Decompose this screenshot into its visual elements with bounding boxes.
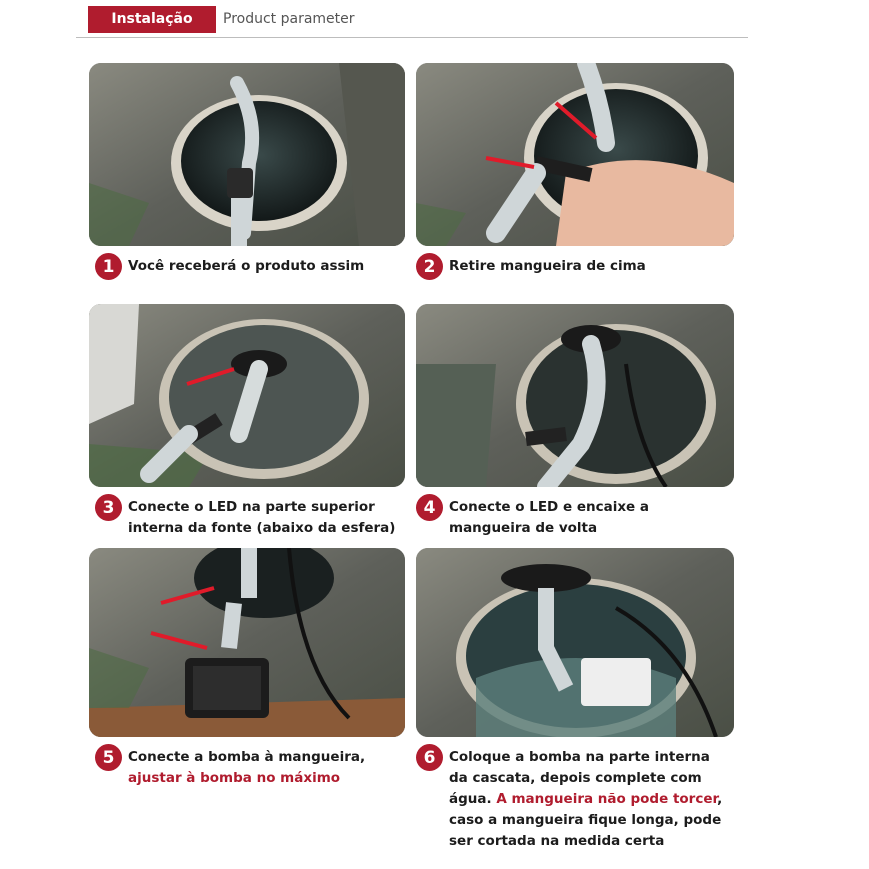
tab-product-parameter[interactable]: Product parameter [223,11,355,27]
step-3 [95,497,405,539]
step-6-text-1: Coloque a bomba na parte interna da cascata, depois complete com água. [449,749,710,807]
step-4-caption-line-2: mangueira de volta [449,520,598,536]
step-5-photo [89,548,405,737]
step-4-caption-line-1: Conecte o LED e encaixe a [449,499,650,515]
step-1-caption: Você receberá o produto assim [128,258,365,274]
step-number-badge: 6 [416,744,443,771]
step-1-photo [89,63,405,246]
step-number-badge: 2 [416,253,443,280]
step-2-photo [416,63,734,246]
tab-divider [76,37,748,38]
step-3-caption-line-2: interna da fonte (abaixo da esfera) [128,520,396,536]
step-4 [416,497,726,539]
step-number-badge: 1 [95,253,122,280]
step-4-caption [449,497,649,539]
tab-bar [76,0,748,38]
step-6-highlight-2: não pode torcer [597,791,718,807]
step-2-caption: Retire mangueira de cima [449,258,646,274]
step-2 [416,256,726,280]
step-6-highlight-1: A mangueira [496,791,598,807]
step-1 [95,256,395,280]
step-number-badge: 4 [416,494,443,521]
step-5-caption-highlight: ajustar à bomba no máximo [128,770,341,786]
step-number-badge: 3 [95,494,122,521]
step-6-photo [416,548,734,737]
step-5-caption [128,747,365,789]
tab-instalacao[interactable]: Instalação [88,6,216,33]
step-6-caption [449,747,725,852]
step-5-caption-line-1: Conecte a bomba à mangueira, [128,749,366,765]
step-3-caption-line-1: Conecte o LED na parte superior [128,499,375,515]
step-6-text-2: , caso a mangueira fique longa, pode ser cortada na medida certa [449,791,723,849]
step-6 [416,747,736,852]
step-number-badge: 5 [95,744,122,771]
step-3-caption [128,497,395,539]
step-4-photo [416,304,734,487]
step-3-photo [89,304,405,487]
step-5 [95,747,405,789]
